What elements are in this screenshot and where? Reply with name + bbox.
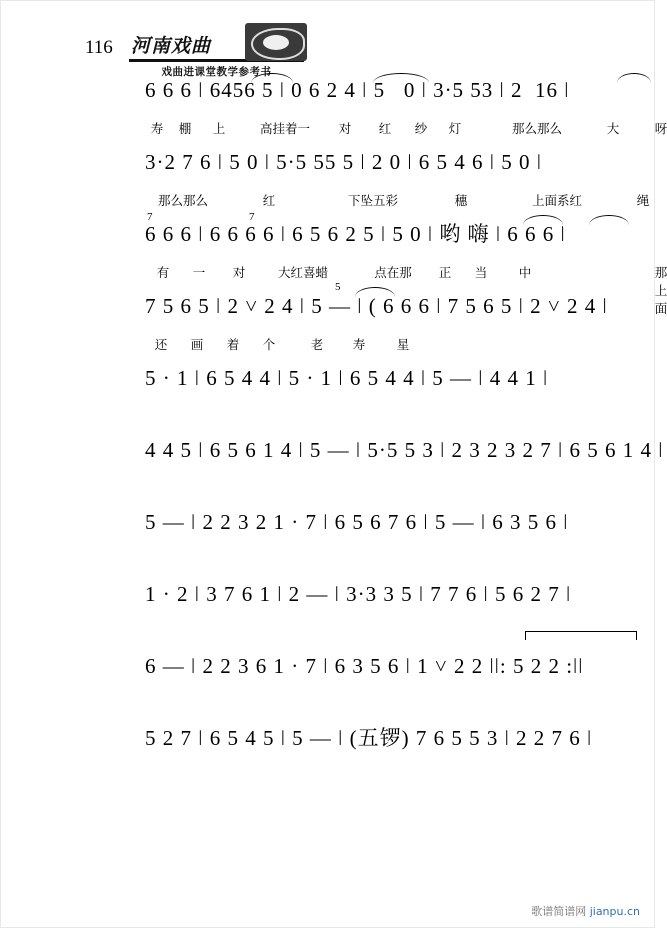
lyric-syllable: 绳 [636, 193, 650, 208]
notation-line: 6 6 6 ǀ 6 6 6 6 ǀ 6 5 6 2 5 ǀ 5 0 ǀ 哟 嗨 ǀ 6 6 6 ǀ [145, 222, 566, 246]
lyric-syllable: 寿 [150, 121, 164, 136]
watermark-cn: 歌谱简谱网 [531, 905, 587, 918]
lyrics-line [73, 119, 667, 141]
lyric-syllable: 中 [518, 265, 532, 280]
lyric-syllable: 那上面 [654, 265, 667, 316]
lyrics-line [73, 551, 632, 573]
music-system [1, 437, 664, 509]
lyric-syllable: 红 [378, 121, 392, 136]
accidental-flat-marker: 7 [249, 211, 255, 223]
lyric-syllable: 下坠五彩 [347, 193, 399, 208]
lyric-syllable: 寿 [352, 337, 366, 352]
lyric-syllable: 一 [192, 265, 206, 280]
lyric-syllable: 灯 [448, 121, 462, 136]
lyric-syllable: 上面系红 [531, 193, 583, 208]
lyric-syllable: 点在那 [374, 265, 412, 280]
notation-line: 6 — ǀ 2 2 3 6 1 · 7 ǀ 6 3 5 6 ǀ 1 ˅ 2 2 ǀǀ: 5 2 2 :ǀǀ [145, 654, 584, 678]
lyric-syllable: 大红喜蜡 [277, 265, 329, 280]
notation-line: 5 — ǀ 2 2 3 2 1 · 7 ǀ 6 5 6 7 6 ǀ 5 — ǀ 6 3 5 6 ǀ [145, 510, 569, 534]
music-system [1, 365, 654, 437]
repeat-bracket [525, 631, 637, 640]
lyric-syllable: 还 [154, 337, 168, 352]
watermark [531, 903, 640, 919]
lyric-syllable: 当 [474, 265, 488, 280]
lyric-syllable: 纱 [414, 121, 428, 136]
music-system [1, 725, 654, 797]
lyric-syllable: 呀 [654, 121, 667, 136]
lyric-syllable: 棚 [178, 121, 192, 136]
lyric-syllable: 星 [396, 337, 410, 352]
music-systems [1, 77, 667, 797]
lyric-syllable: 穗 [454, 193, 468, 208]
lyric-syllable: 高挂着一 [259, 121, 311, 136]
lyric-syllable: 老 [310, 337, 324, 352]
lyric-syllable: 对 [338, 121, 352, 136]
lyric-syllable: 有 [156, 265, 170, 280]
notation-line: 4 4 5 ǀ 6 5 6 1 4 ǀ 5 — ǀ 5·5 5 3 ǀ 2 3 2 3 2 7 ǀ 6 5 6 1 4 ǀ [145, 438, 664, 462]
seal-icon [245, 23, 307, 61]
music-system [1, 281, 654, 365]
lyrics-line [73, 695, 632, 717]
music-system [1, 653, 654, 725]
lyrics-line [73, 479, 632, 501]
notation-line: 5 · 1 ǀ 6 5 4 4 ǀ 5 · 1 ǀ 6 5 4 4 ǀ 5 — ǀ 4 4 1 ǀ [145, 366, 549, 390]
lyric-syllable: 正 [438, 265, 452, 280]
lyric-syllable: 红 [262, 193, 276, 208]
lyrics-line [73, 407, 632, 429]
notation-line: 7 5 6 5 ǀ 2 ˅ 2 4 ǀ 5 — ǀ ( 6 6 6 ǀ 7 5 6 5 ǀ 2 ˅ 2 4 ǀ [145, 294, 608, 318]
lyrics-line [73, 191, 650, 213]
music-system [1, 581, 654, 653]
notation-line: 6 6 6 ǀ 6456 5 ǀ 0 6 2 4 ǀ 5 0 ǀ 3·5 53 ǀ 2 16 ǀ [145, 78, 570, 102]
lyric-syllable: 那么那么 [511, 121, 563, 136]
lyric-syllable: 个 [262, 337, 276, 352]
lyric-syllable: 对 [232, 265, 246, 280]
lyric-syllable: 大 [606, 121, 620, 136]
lyrics-line [73, 767, 632, 789]
notation-line: 5 2 7 ǀ 6 5 4 5 ǀ 5 — ǀ (五锣) 7 6 5 5 3 ǀ 2 2 7 6 ǀ [145, 726, 593, 750]
page-number: 116 [85, 37, 113, 58]
masthead-title: 河南戏曲 [131, 35, 212, 57]
lyric-syllable: 上 [212, 121, 226, 136]
music-system [1, 149, 654, 221]
accidental-sharp-marker: 5 [335, 281, 341, 293]
accidental-flat-marker: 7 [147, 211, 153, 223]
music-system [1, 509, 654, 581]
lyric-syllable: 那么那么 [157, 193, 209, 208]
lyric-syllable: 画 [190, 337, 204, 352]
masthead-subtitle: 戏曲进课堂教学参考书 [161, 66, 272, 78]
music-system [1, 77, 667, 149]
lyric-syllable: 着 [226, 337, 240, 352]
lyrics-line [73, 335, 632, 357]
notation-line: 1 · 2 ǀ 3 7 6 1 ǀ 2 — ǀ 3·3 3 5 ǀ 7 7 6 ǀ 5 6 2 7 ǀ [145, 582, 572, 606]
watermark-en: jianpu.cn [589, 905, 640, 918]
notation-line: 3·2 7 6 ǀ 5 0 ǀ 5·5 55 5 ǀ 2 0 ǀ 6 5 4 6 ǀ 5 0 ǀ [145, 150, 542, 174]
